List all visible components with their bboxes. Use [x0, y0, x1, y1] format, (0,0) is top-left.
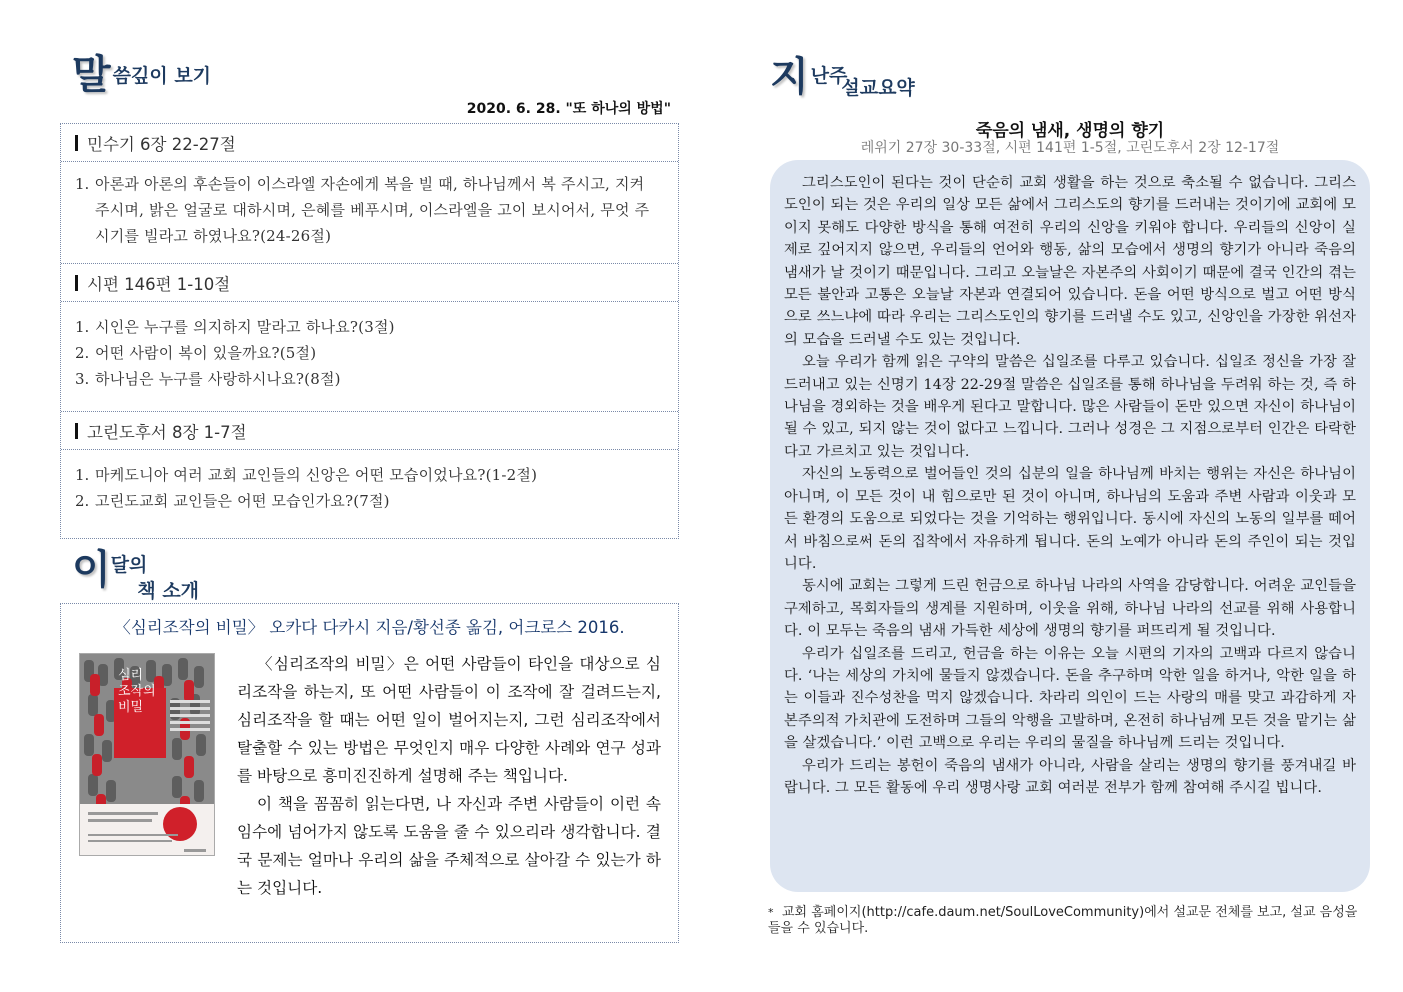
question-number: 1. — [75, 175, 90, 193]
question-list — [61, 162, 678, 264]
sermon-heading-big-letter: 지 — [770, 54, 809, 100]
passage-heading — [61, 124, 678, 162]
book-title: 〈심리조작의 비밀〉 오카다 다카시 지음/황선종 옮김, 어크로스 2016. — [114, 618, 625, 637]
passage-heading — [61, 264, 678, 302]
book-cover-title-line: 비밀 — [118, 700, 144, 715]
question-item — [75, 340, 662, 366]
sermon-heading-part1: 난주 — [810, 65, 848, 87]
question-text: 어떤 사람이 복이 있을까요?(5절) — [95, 344, 317, 362]
question-text: 아론과 아론의 후손들이 이스라엘 자손에게 복을 빌 때, 하나님께서 복 주시고, 지켜 주시며, 밝은 얼굴로 대하시며, 은혜를 베푸시며, 이스라엘을 고이 보시어서, 무엇 주시기를 빌라고 하였나요?(24-26절) — [95, 175, 650, 245]
sermon-section-heading — [770, 54, 915, 100]
book-heading-part1: 달의 — [110, 554, 148, 576]
book-paragraph: 〈심리조작의 비밀〉은 어떤 사람들이 타인을 대상으로 심리조작을 하는지, 또 어떤 사람들이 이 조작에 잘 걸려드는지, 심리조작을 할 때는 어떤 일이 벌어지는지, 그런 심리조작에서 탈출할 수 있는 방법은 무엇인지 매우 다양한 사례와 연구 성과를 바탕으로 흥미진진하게 설명해 주는 책입니다. — [237, 655, 661, 785]
book-description — [77, 650, 661, 902]
passage-heading-text: 민수기 6장 22-27절 — [87, 134, 236, 154]
book-cover-title-line: 조작의 — [118, 684, 156, 699]
book-intro-box — [60, 603, 679, 943]
sermon-summary-box — [770, 160, 1370, 892]
sermon-paragraph: 자신의 노동력으로 벌어들인 것의 십분의 일을 하나님께 바치는 행위는 자신은 하나님이 아니며, 이 모든 것이 내 힘으로만 된 것이 아니며, 하나님의 도움과 주변 사람과 이웃과 모든 환경의 도움으로 되었다는 것을 기억하는 행위입니다. 동시에 자신의 노동의 일부를 떼어서 바침으로써 돈의 집착에서 자유하게 됩니다. 돈의 노예가 아니라 돈의 주인이 되는 것입니다. — [784, 466, 1356, 572]
question-item — [75, 488, 662, 514]
word-heading-rest: 씀깊이 보기 — [112, 65, 212, 87]
question-text: 고린도교회 교인들은 어떤 모습인가요?(7절) — [95, 492, 390, 510]
book-heading-big-letter: 이 — [72, 547, 111, 593]
book-cover-title-line: 심리 — [118, 668, 144, 683]
question-item — [75, 366, 662, 392]
book-paragraph: 이 책을 꼼꼼히 읽는다면, 나 자신과 주변 사람들이 이런 속임수에 넘어가지 않도록 도움을 줄 수 있으리라 생각합니다. 결국 문제는 얼마나 우리의 삶을 주체적으로 살아갈 수 있는가 하는 것입니다. — [237, 795, 661, 897]
question-item — [75, 171, 662, 249]
sermon-scripture-reference: 레위기 27장 30-33절, 시편 141편 1-5절, 고린도후서 2장 12-17절 — [860, 140, 1280, 156]
footnote-mark: * — [768, 906, 774, 919]
sermon-title: 죽음의 냄새, 생명의 향기 — [975, 121, 1165, 141]
question-number: 1. — [75, 466, 90, 484]
footnote-text: 교회 홈페이지(http://cafe.daum.net/SoulLoveCommunity)에서 설교문 전체를 보고, 설교 음성을 들을 수 있습니다. — [768, 905, 1358, 936]
question-number: 3. — [75, 370, 90, 388]
passage-heading-text: 고린도후서 8장 1-7절 — [87, 422, 247, 442]
question-item — [75, 314, 662, 340]
heading-bar-icon — [75, 135, 78, 151]
question-item — [75, 462, 662, 488]
passage-heading — [61, 412, 678, 450]
sermon-paragraph: 우리가 드리는 봉헌이 죽음의 냄새가 아니라, 사람을 살리는 생명의 향기를 풍겨내길 바랍니다. 그 모든 활동에 우리 생명사랑 교회 여러분 전부가 함께 참여해 주시길 빕니다. — [784, 757, 1356, 796]
question-number: 2. — [75, 492, 90, 510]
sermon-paragraph: 그리스도인이 된다는 것이 단순히 교회 생활을 하는 것으로 축소될 수 없습니다. 그리스도인이 되는 것은 우리의 일상 모든 삶에서 그리스도의 향기를 드러내는 것이기에 교회에 모이지 못해도 다양한 방식을 통해 여전히 우리의 신앙을 키워야 합니다. 우리들의 신앙이 실제로 깊어지지 않으면, 우리들의 언어와 행동, 삶의 모습에서 생명의 향기가 아니라 죽음의 냄새가 날 것이기 때문입니다. 그리고 오늘날은 자본주의 사회이기 때문에 결국 인간의 겪는 모든 불안과 고통은 오늘날 자본과 연결되어 있습니다. 돈을 어떤 방식으로 벌고 어떤 방식으로 쓰느냐에 따라 우리는 그리스도인의 향기를 드러낼 수도 있고, 신앙인을 가장한 위선자의 모습을 드러낼 수도 있는 것입니다. — [784, 175, 1356, 348]
question-number: 1. — [75, 318, 90, 336]
sermon-paragraph: 우리가 십일조를 드리고, 헌금을 하는 이유는 오늘 시편의 기자의 고백과 다르지 않습니다. ‘나는 세상의 가치에 물들지 않겠습니다. 돈을 추구하며 악한 일을 하거나, 악한 일을 하는 이들과 진수성찬을 먹지 않겠습니다. 차라리 의인이 드는 사랑의 매를 맞고 과감하게 자본주의적 가치관에 도전하며 그들의 악행을 고발하며, 온전히 하나님께 모든 것을 맡기는 삶을 살겠습니다.’ 이런 고백으로 우리는 우리의 물질을 하나님께 드리는 것입니다. — [784, 645, 1356, 752]
sermon-paragraph: 동시에 교회는 그렇게 드린 헌금으로 하나님 나라의 사역을 감당합니다. 어려운 교인들을 구제하고, 목회자들의 생계를 지원하며, 이웃을 위해, 하나님 나라의 선교를 위해 사용합니다. 이 모두는 죽음의 냄새 가득한 세상에 생명의 향기를 퍼뜨리게 될 것입니다. — [784, 578, 1356, 640]
word-section-heading — [72, 52, 212, 98]
book-section-heading — [72, 547, 200, 602]
question-text: 마케도니아 여러 교회 교인들의 신앙은 어떤 모습이었나요?(1-2절) — [95, 466, 538, 484]
question-list — [61, 302, 678, 412]
word-heading-big-letter: 말 — [72, 52, 111, 98]
question-number: 2. — [75, 344, 90, 362]
question-list — [61, 450, 678, 522]
sermon-date-title: 2020. 6. 28. "또 하나의 방법" — [466, 101, 671, 117]
book-heading-part2: 책 소개 — [137, 580, 200, 602]
heading-bar-icon — [75, 423, 78, 439]
homepage-footnote — [768, 905, 1368, 937]
question-text: 시인은 누구를 의지하지 말라고 하나요?(3절) — [95, 318, 395, 336]
passage-heading-text: 시편 146편 1-10절 — [87, 274, 231, 294]
sermon-paragraph: 오늘 우리가 함께 읽은 구약의 말씀은 십일조를 다루고 있습니다. 십일조 정신을 가장 잘 드러내고 있는 신명기 14장 22-29절 말씀은 십일조를 통해 하나님을 두려워 하는 것, 즉 하나님을 경외하는 것을 배우게 된다고 말합니다. 많은 사람들이 돈만 있으면 자신이 하나님이 될 수 있고, 되지 않는 것이 없다고 느낍니다. 그러나 성경은 그 지점으로부터 인간은 타락한다고 가르치고 있는 것입니다. — [784, 354, 1356, 460]
sermon-heading-part2: 설교요약 — [841, 77, 915, 99]
heading-bar-icon — [75, 275, 78, 291]
bible-questions-box — [60, 123, 679, 539]
question-text: 하나님은 누구를 사랑하시나요?(8절) — [95, 370, 341, 388]
